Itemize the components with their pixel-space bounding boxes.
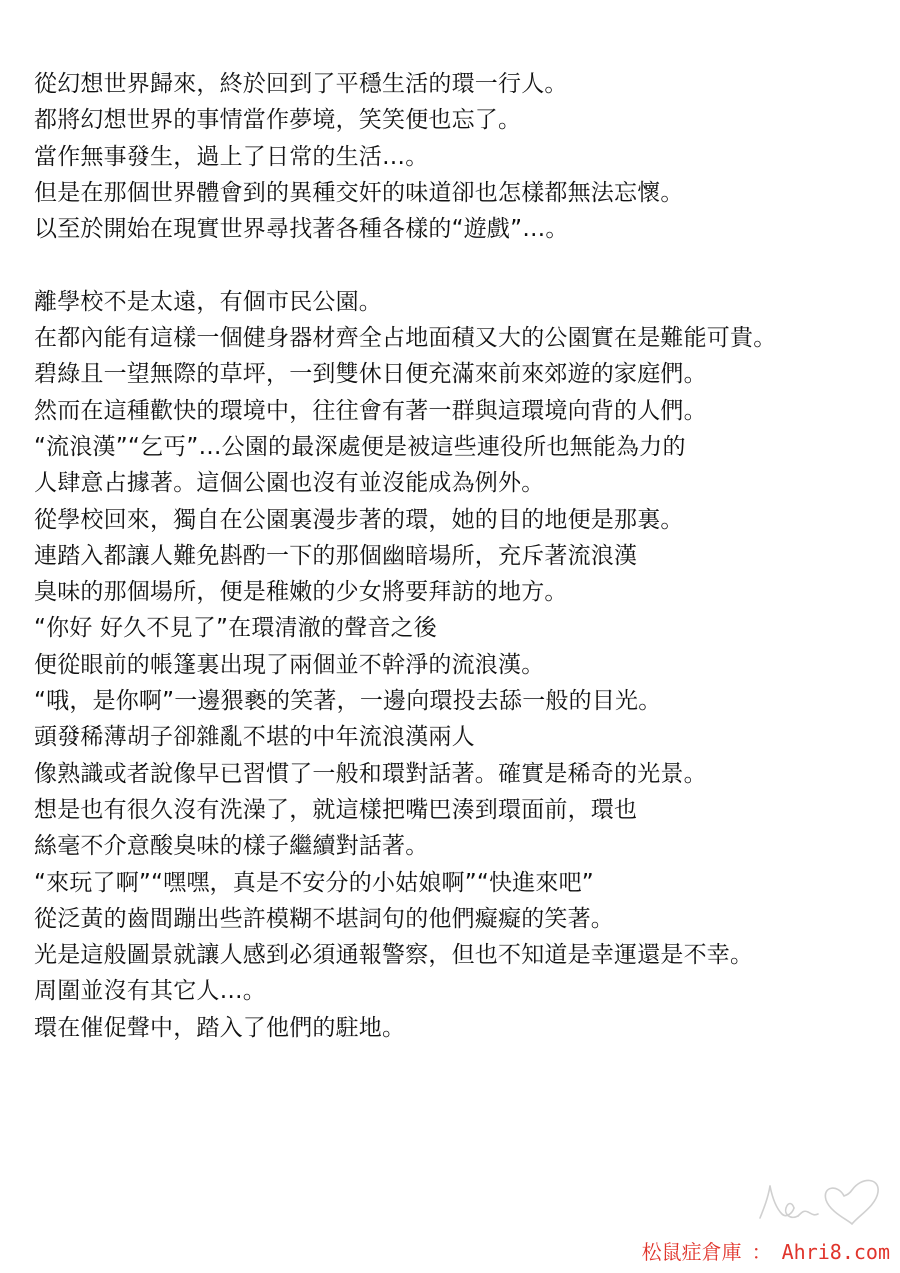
text-line: “你好 好久不見了”在環清澈的聲音之後: [34, 615, 437, 642]
signature-heart-icon: [748, 1168, 896, 1228]
text-line: 離學校不是太遠，有個市民公園。: [34, 288, 382, 315]
watermark-separator: ：: [751, 1240, 772, 1264]
text-line: “哦，是你啊”一邊猥褻的笑著，一邊向環投去舔一般的目光。: [34, 688, 662, 715]
text-line: 都將幻想世界的事情當作夢境，笑笑便也忘了。: [34, 107, 522, 134]
watermark-url: Ahri8.com: [781, 1240, 890, 1264]
text-line: 便從眼前的帳篷裏出現了兩個並不幹淨的流浪漢。: [34, 651, 545, 678]
text-line: 周圍並沒有其它人…。: [34, 978, 266, 1005]
text-line: 當作無事發生，過上了日常的生活…。: [34, 143, 429, 170]
watermark-site-name: 松鼠症倉庫: [641, 1240, 742, 1264]
text-line: 但是在那個世界體會到的異種交奸的味道卻也怎樣都無法忘懷。: [34, 179, 684, 206]
text-line: 環在催促聲中，踏入了他們的駐地。: [34, 1014, 406, 1041]
watermark: [642, 1236, 890, 1265]
text-line: 從幻想世界歸來，終於回到了平穩生活的環一行人。: [34, 71, 568, 97]
text-line: 頭發稀薄胡子卻雜亂不堪的中年流浪漢兩人: [34, 724, 475, 751]
text-line: 從學校回來，獨自在公園裏漫步著的環，她的目的地便是那裏。: [34, 506, 684, 533]
text-line: 想是也有很久沒有洗澡了，就這樣把嘴巴湊到環面前，環也: [34, 796, 638, 823]
text-line: 以至於開始在現實世界尋找著各種各樣的“遊戲”…。: [34, 216, 569, 243]
text-line: 人肆意占據著。這個公園也沒有並沒能成為例外。: [34, 470, 545, 497]
text-line: 從泛黃的齒間蹦出些許模糊不堪詞句的他們癡癡的笑著。: [34, 905, 614, 932]
text-line: 在都內能有這樣一個健身器材齊全占地面積又大的公園實在是難能可貴。: [34, 325, 777, 352]
text-line: 像熟識或者說像早已習慣了一般和環對話著。確實是稀奇的光景。: [34, 760, 707, 787]
text-line: 連踏入都讓人難免斟酌一下的那個幽暗場所，充斥著流浪漢: [34, 542, 638, 569]
text-line: 臭味的那個場所，便是稚嫩的少女將要拜訪的地方。: [34, 579, 568, 606]
text-line: 絲毫不介意酸臭味的樣子繼續對話著。: [34, 833, 429, 860]
text-line: 然而在這種歡快的環境中，往往會有著一群與這環境向背的人們。: [34, 397, 707, 424]
text-line: 碧綠且一望無際的草坪，一到雙休日便充滿來前來郊遊的家庭們。: [34, 361, 707, 388]
text-line: “流浪漢”“乞丐”…公園的最深處便是被這些連役所也無能為力的: [34, 433, 686, 460]
text-line: “來玩了啊”“嘿嘿，真是不安分的小姑娘啊”“快進來吧”: [34, 869, 594, 896]
story-text: [34, 66, 896, 1046]
text-line: 光是這般圖景就讓人感到必須通報警察，但也不知道是幸運還是不幸。: [34, 942, 754, 969]
paragraph-gap: [34, 247, 896, 283]
